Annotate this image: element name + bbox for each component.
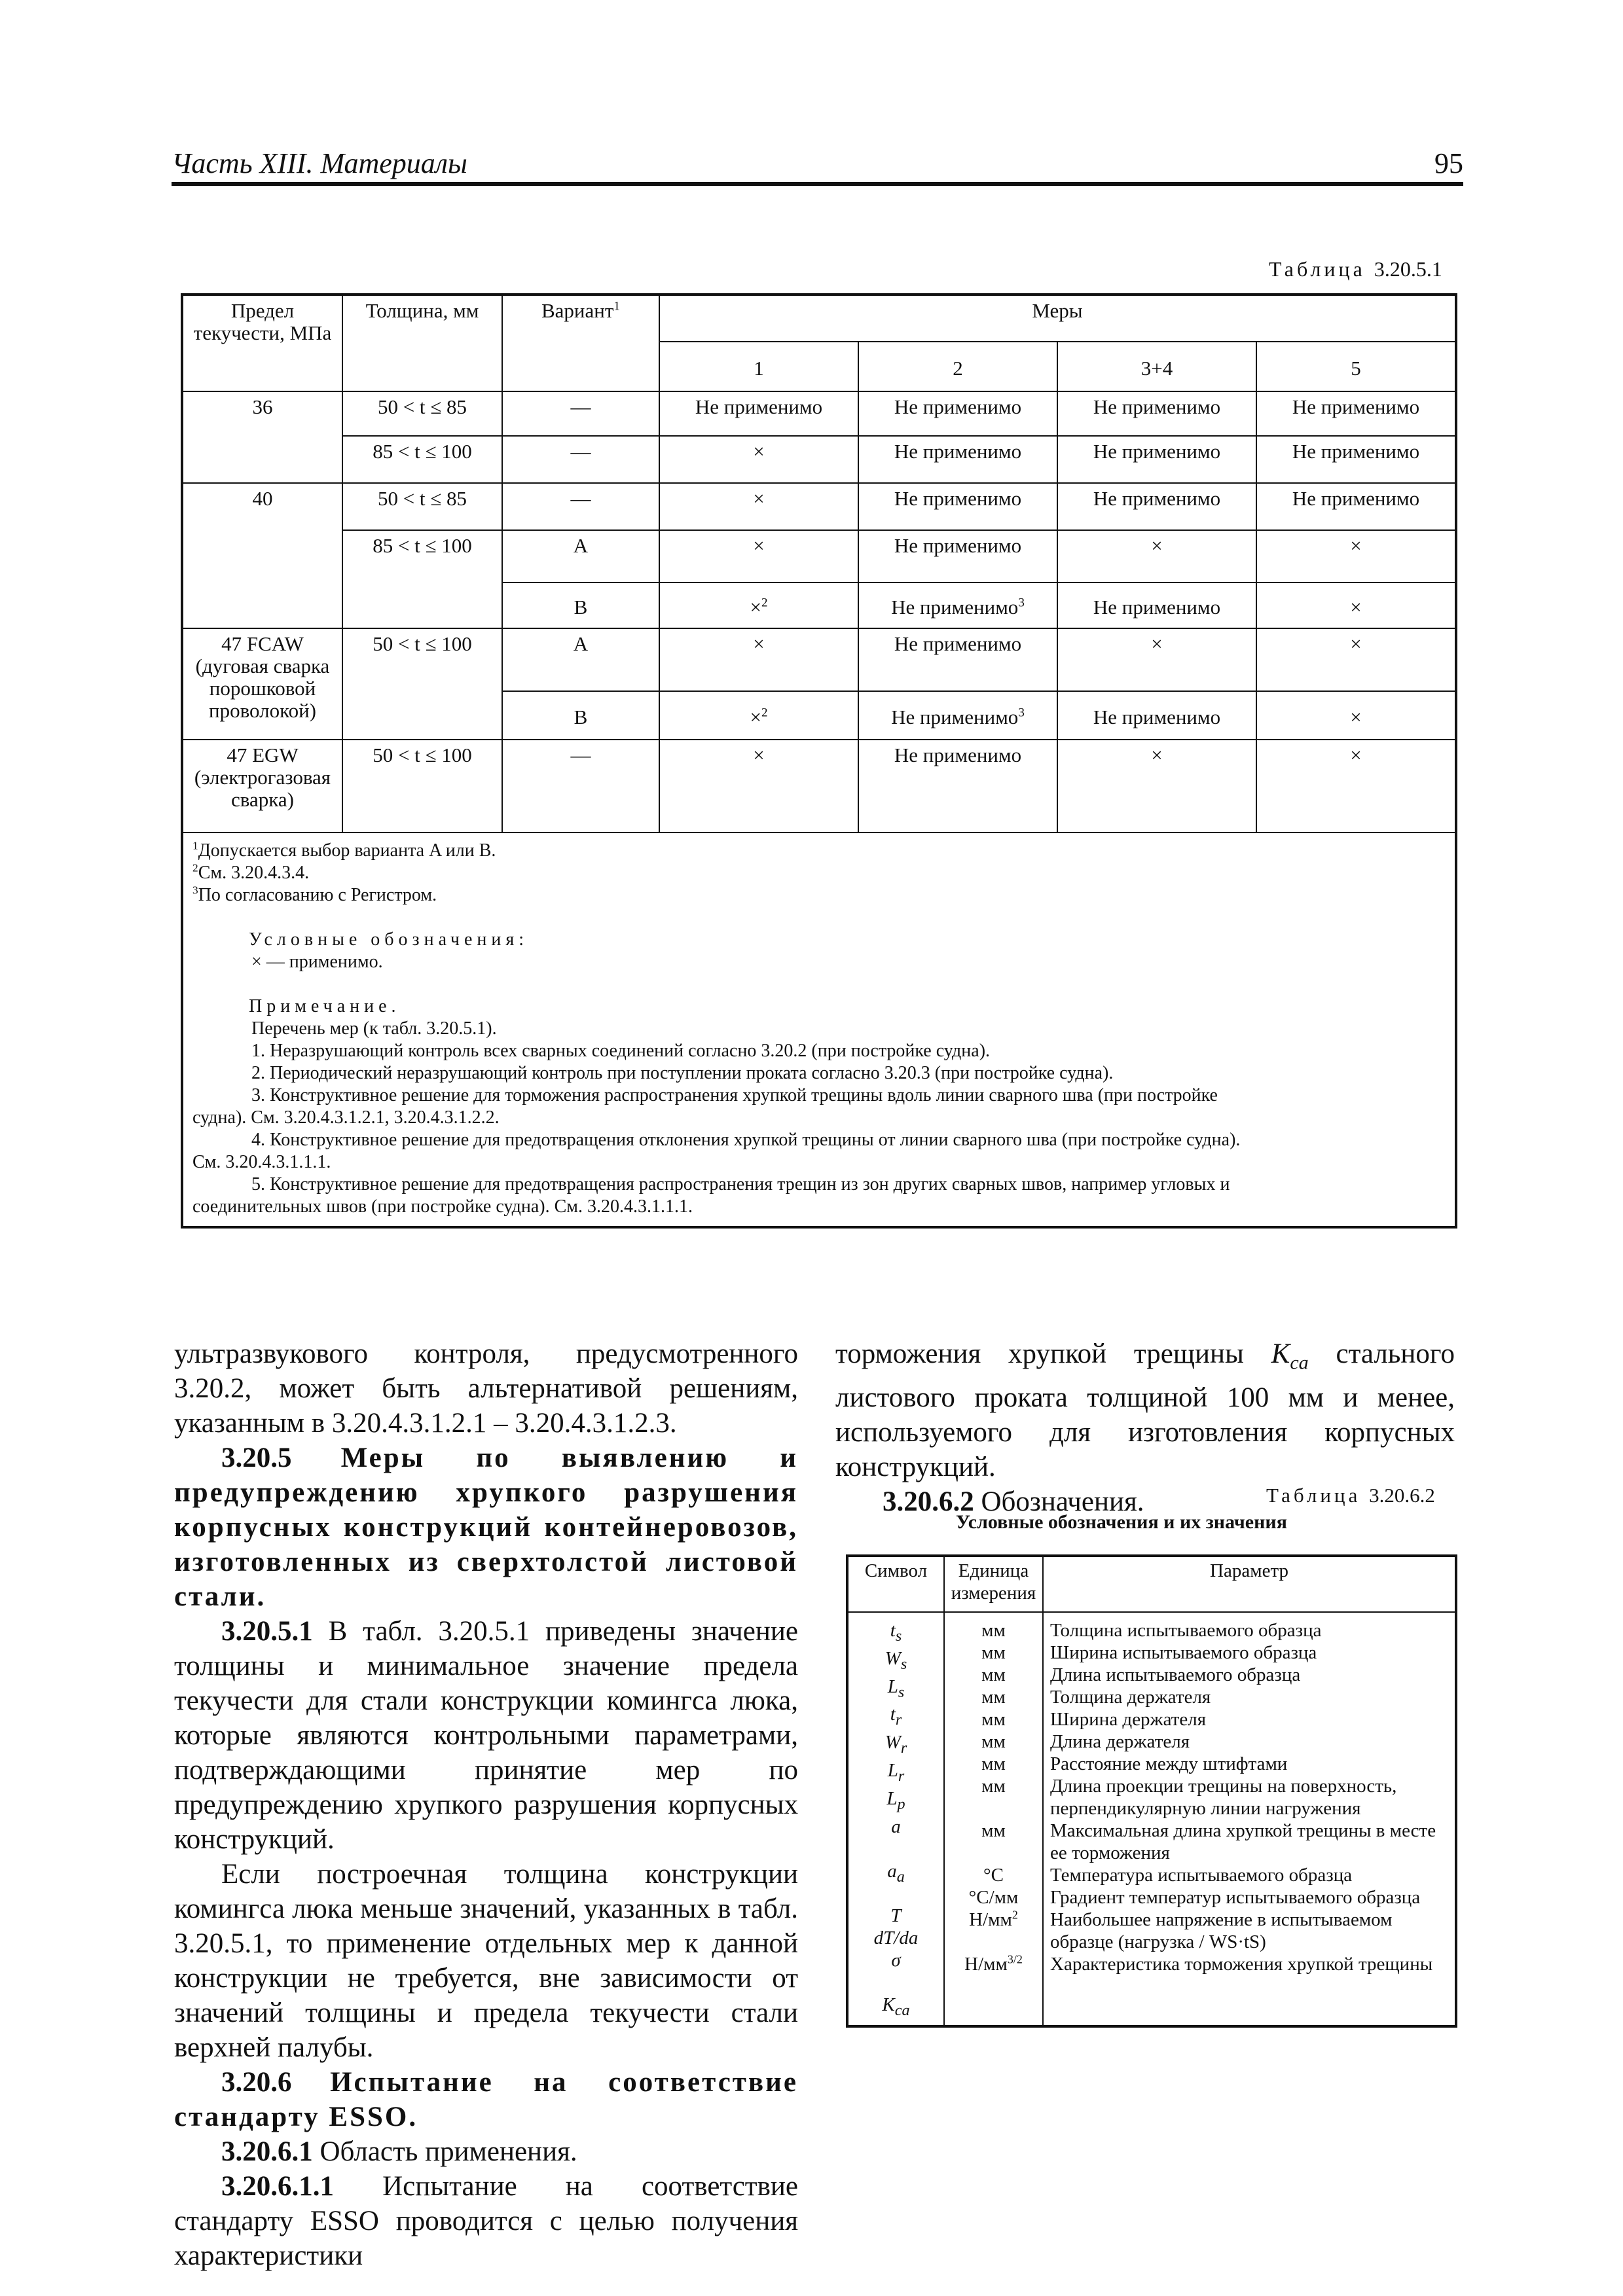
param-cell: Характеристика торможения хрупкой трещины [1050, 1954, 1433, 1975]
symbol-lr: $L_r$ [887, 1759, 905, 1785]
cell-variant: A [502, 530, 659, 583]
section-3-20-6-2: 3.20.6.2 Обозначения. [883, 1486, 1144, 1517]
table1-caption-word: Таблица [1269, 257, 1366, 281]
header-yield: Предел текучести, МПа [182, 295, 342, 391]
symbol-a: a [891, 1816, 901, 1837]
cell-m2: Не применимо [858, 391, 1057, 436]
symbol-column [847, 1612, 944, 2026]
section-3-20-6-1-1: 3.20.6.1.1 Испытание на соответствие стандарту ESSO проводится с целью получения характеристики [174, 2171, 798, 2271]
header-measure-5: 5 [1256, 342, 1456, 391]
cell-m1: × [659, 740, 858, 833]
left-column [174, 1336, 798, 2273]
note-2: 2. Периодический неразрушающий контроль при поступлении проката согласно 3.20.3 (при постройке судна). [251, 1063, 1114, 1083]
cell-m5: × [1256, 740, 1456, 833]
legend-item: × — применимо. [251, 952, 383, 972]
param-cell: Наибольшее напряжение в испытываемом образце (нагрузка / WS·tS) [1050, 1909, 1393, 1952]
header-unit: Единица измерения [944, 1556, 1043, 1612]
unit-cell: мм [981, 1753, 1006, 1774]
cell-variant: — [502, 391, 659, 436]
cell-yield: 47 EGW (электрогазовая сварка) [182, 740, 342, 833]
cell-thickness: 50 < t ≤ 85 [342, 391, 502, 436]
cell-m5: × [1256, 583, 1456, 628]
header-measures: Меры [659, 295, 1456, 342]
table1-caption-number: 3.20.5.1 [1374, 257, 1442, 281]
header-measure-1: 1 [659, 342, 858, 391]
cell-variant: B [502, 691, 659, 740]
unit-cell: $Н/мм^{3/2}$ [964, 1952, 1023, 1975]
note-intro: Перечень мер (к табл. 3.20.5.1). [251, 1018, 497, 1039]
cell-thickness: 50 < t ≤ 100 [342, 628, 502, 740]
unit-cell: °C/мм [968, 1887, 1019, 1908]
section-3-20-5: 3.20.5 Меры по выявлению и предупреждению хрупкого разрушения корпусных конструкций контейнеровозов, изготовленных из сверхтолстой листовой стали. [174, 1443, 799, 1612]
param-cell: Ширина испытываемого образца [1050, 1642, 1317, 1663]
header-variant: Вариант$^1$ [502, 295, 659, 391]
table-row [182, 436, 1456, 483]
header-param: Параметр [1043, 1556, 1456, 1612]
unit-cell: мм [981, 1820, 1006, 1841]
note-3b: судна). См. 3.20.4.3.1.2.1, 3.20.4.3.1.2.2. [192, 1107, 500, 1128]
symbol-kca: $K_{ca}$ [882, 1994, 910, 2019]
symbol-lp: $L_p$ [886, 1787, 905, 1813]
cell-m2: Не применимо$^3$ [858, 583, 1057, 628]
cell-m2: Не применимо$^3$ [858, 691, 1057, 740]
symbol-ws: $W_s$ [884, 1647, 907, 1673]
param-cell: Расстояние между штифтами [1050, 1753, 1288, 1774]
unit-cell: мм [981, 1642, 1006, 1663]
cell-m2: Не применимо [858, 628, 1057, 691]
cell-m34: × [1057, 740, 1256, 833]
cell-thickness: 50 < t ≤ 85 [342, 483, 502, 530]
cell-m5: Не применимо [1256, 391, 1456, 436]
header-measure-3-4: 3+4 [1057, 342, 1256, 391]
unit-cell: мм [981, 1709, 1006, 1730]
param-cell: Максимальная длина хрупкой трещины в месте ее торможения [1050, 1820, 1436, 1863]
header-thickness: Толщина, мм [342, 295, 502, 391]
unit-cell: $Н/мм^2$ [969, 1908, 1018, 1930]
cell-m5: Не применимо [1256, 483, 1456, 530]
param-cell: Длина испытываемого образца [1050, 1664, 1301, 1685]
table2-subtitle: Условные обозначения и их значения [956, 1511, 1287, 1533]
symbol-T: T [890, 1905, 902, 1926]
cell-m5: × [1256, 530, 1456, 583]
running-title: Часть XIII. Материалы [172, 147, 467, 179]
cell-m34: Не применимо [1057, 691, 1256, 740]
header-symbol: Символ [847, 1556, 944, 1612]
cell-m1: × [659, 436, 858, 483]
symbol-ls: $L_s$ [887, 1676, 905, 1701]
note-5a: 5. Конструктивное решение для предотвращения распространения трещин из зон других сварных швов, например угловых и [251, 1174, 1230, 1194]
cell-m1: ×$^2$ [659, 583, 858, 628]
note-4a: 4. Конструктивное решение для предотвращения отклонения хрупкой трещины от линии сварного шва (при постройке судна). [251, 1130, 1241, 1150]
cell-m5: × [1256, 628, 1456, 691]
cell-m1: Не применимо [659, 391, 858, 436]
section-3-20-5-1: 3.20.5.1 В табл. 3.20.5.1 приведены значение толщины и минимальное значение предела текучести для стали конструкции комингса люка, которые являются контрольными параметрами, подтверждающими принятие мер по предупреждению хрупкого разрушения корпусных конструкций. [174, 1616, 798, 1855]
symbol-aa: $a_a$ [887, 1860, 905, 1886]
section-3-20-6-1: 3.20.6.1 Область применения. [221, 2136, 577, 2167]
footnotes-cell [182, 833, 1456, 1227]
cell-m34: Не применимо [1057, 436, 1256, 483]
cell-m1: ×$^2$ [659, 691, 858, 740]
cell-thickness: 50 < t ≤ 100 [342, 740, 502, 833]
cell-m2: Не применимо [858, 530, 1057, 583]
cell-yield: 47 FCAW (дуговая сварка порошковой проволокой) [182, 628, 342, 740]
cell-m2: Не применимо [858, 436, 1057, 483]
unit-cell: мм [981, 1776, 1006, 1797]
param-cell: Длина держателя [1050, 1731, 1190, 1752]
header-measure-2: 2 [858, 342, 1057, 391]
table-row [182, 740, 1456, 833]
table1-caption [1269, 257, 1442, 281]
table-row [182, 391, 1456, 436]
unit-cell: мм [981, 1664, 1006, 1685]
unit-column [944, 1612, 1043, 2026]
table-row [182, 628, 1456, 691]
cell-variant: B [502, 583, 659, 628]
cell-m1: × [659, 483, 858, 530]
cell-thickness: 85 < t ≤ 100 [342, 530, 502, 628]
table2-caption-word: Таблица [1266, 1484, 1361, 1507]
symbol-ts: $t_s$ [890, 1620, 902, 1645]
table2-caption-number: 3.20.6.2 [1369, 1484, 1435, 1507]
cell-m1: × [659, 628, 858, 691]
param-cell: Длина проекции трещины на поверхность, перпендикулярную линии нагружения [1050, 1776, 1397, 1819]
footnote-1: $^1$Допускается выбор варианта A или B. [192, 839, 496, 861]
cell-variant: — [502, 436, 659, 483]
legend-title: Условные обозначения: [249, 929, 529, 950]
paragraph-if: Если построечная толщина конструкции комингса люка меньше значений, указанных в табл. 3.20.5.1, то применение отдельных мер к данной конструкции не требуется, вне зависимости от значений толщины и предела текучести стали верхней палубы. [174, 1859, 798, 2063]
note-5b: соединительных швов (при постройке судна). См. 3.20.4.3.1.1.1. [192, 1196, 693, 1217]
table-row [182, 530, 1456, 583]
symbols-body [847, 1612, 1456, 2026]
unit-cell: мм [981, 1731, 1006, 1752]
paragraph-continuation-right: торможения хрупкой трещины $K_{ca}$ стального листового проката толщиной 100 мм и менее, используемого для изготовления корпусных конструкций. [835, 1338, 1455, 1482]
cell-m34: Не применимо [1057, 583, 1256, 628]
symbol-sigma: σ [891, 1949, 901, 1971]
param-cell: Градиент температур испытываемого образца [1050, 1887, 1421, 1908]
cell-variant: A [502, 628, 659, 691]
cell-m34: Не применимо [1057, 391, 1256, 436]
table-footnotes [182, 833, 1456, 1227]
note-1: 1. Неразрушающий контроль всех сварных соединений согласно 3.20.2 (при постройке судна). [251, 1041, 991, 1061]
note-4b: См. 3.20.4.3.1.1.1. [192, 1152, 331, 1172]
page-header [172, 147, 1463, 186]
symbol-wr: $W_r$ [884, 1732, 907, 1757]
cell-m2: Не применимо [858, 740, 1057, 833]
cell-m1: × [659, 530, 858, 583]
note-title: Примечание. [249, 996, 401, 1016]
unit-cell: °C [983, 1865, 1004, 1886]
paragraph-continuation: ультразвукового контроля, предусмотренного 3.20.2, может быть альтернативой решениям, указанным в 3.20.4.3.1.2.1 – 3.20.4.3.1.2.3. [174, 1338, 798, 1439]
cell-m5: Не применимо [1256, 436, 1456, 483]
cell-m34: × [1057, 530, 1256, 583]
page-number: 95 [1434, 147, 1463, 179]
symbol-dtda: dT/da [873, 1927, 919, 1948]
param-cell: Толщина держателя [1050, 1687, 1211, 1708]
unit-cell: мм [981, 1620, 1006, 1641]
table2-caption [1266, 1484, 1435, 1507]
footnote-2: $^2$См. 3.20.4.3.4. [192, 861, 310, 883]
cell-m34: × [1057, 628, 1256, 691]
cell-yield: 36 [182, 391, 342, 483]
cell-m5: × [1256, 691, 1456, 740]
cell-variant: — [502, 740, 659, 833]
cell-variant: — [502, 483, 659, 530]
param-cell: Температура испытываемого образца [1050, 1865, 1353, 1886]
param-cell: Толщина испытываемого образца [1050, 1620, 1322, 1641]
symbol-tr: $t_r$ [890, 1704, 902, 1729]
cell-m34: Не применимо [1057, 483, 1256, 530]
cell-thickness: 85 < t ≤ 100 [342, 436, 502, 483]
symbols-table [846, 1554, 1457, 2028]
note-3a: 3. Конструктивное решение для торможения распространения хрупкой трещины вдоль линии сварного шва (при постройке [251, 1085, 1218, 1105]
cell-yield: 40 [182, 483, 342, 628]
cell-m2: Не применимо [858, 483, 1057, 530]
footnote-3: $^3$По согласованию с Регистром. [192, 884, 437, 905]
section-3-20-6: 3.20.6 Испытание на соответствие стандарту ESSO. [174, 2067, 799, 2132]
param-column [1043, 1612, 1456, 2026]
measures-table [181, 293, 1457, 1229]
table-row [182, 483, 1456, 530]
unit-cell: мм [981, 1687, 1006, 1708]
param-cell: Ширина держателя [1050, 1709, 1207, 1730]
